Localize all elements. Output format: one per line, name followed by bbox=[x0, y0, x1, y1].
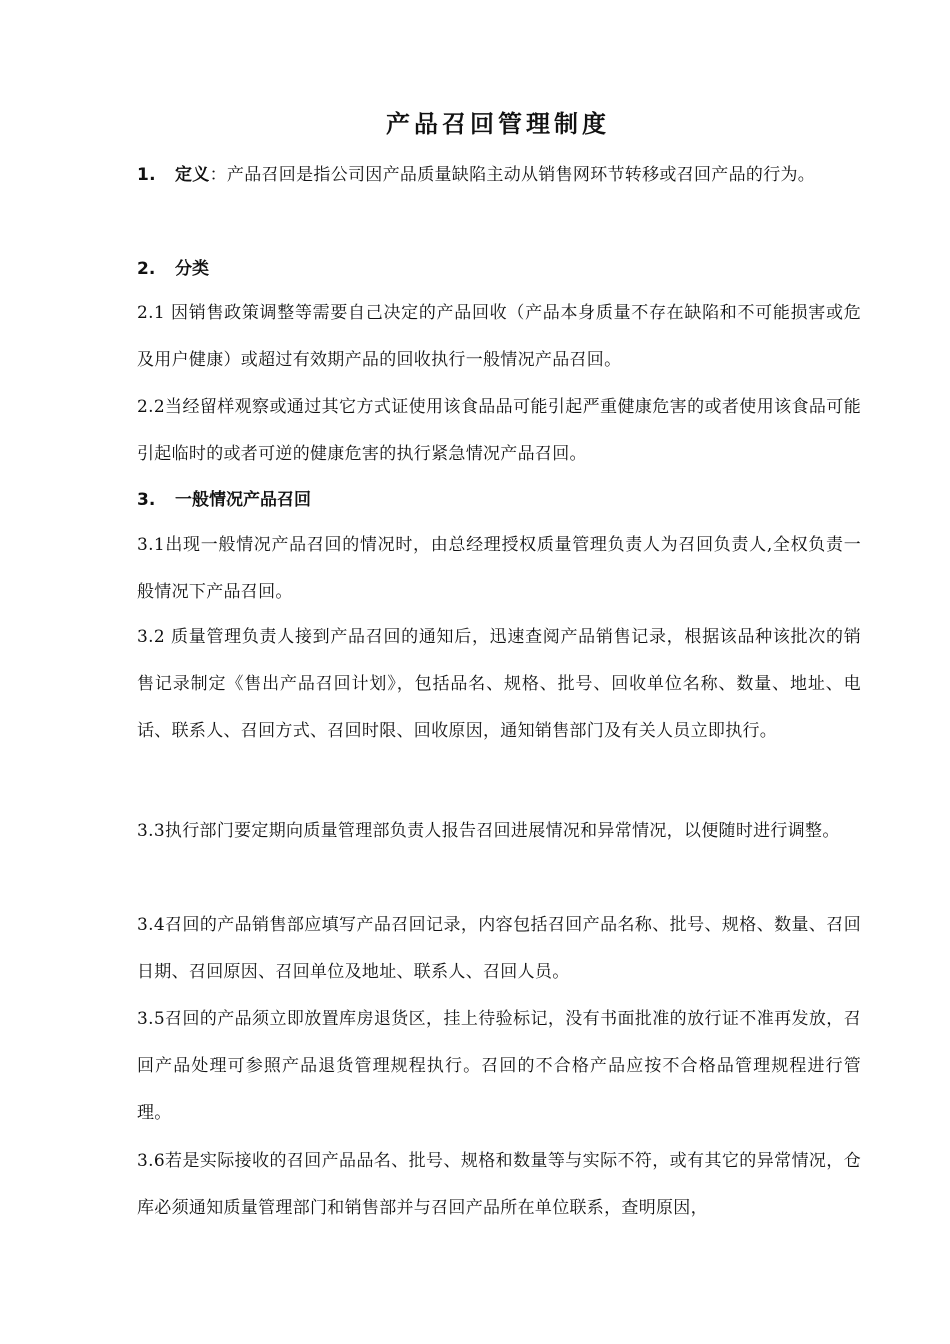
section-1-text: ：产品召回是指公司因产品质量缺陷主动从销售网环节转移或召回产品的行为。 bbox=[209, 165, 816, 185]
paragraph-3-5: 3.5召回的产品须立即放置库房退货区，挂上待验标记，没有书面批准的放行证不准再发放，召回产品处理可参照产品退货管理规程执行。召回的不合格产品应按不合格品管理规程进行管理。 bbox=[137, 1009, 861, 1123]
section-1-number: 1. bbox=[137, 165, 156, 185]
paragraph-3-2: 3.2 质量管理负责人接到产品召回的通知后，迅速查阅产品销售记录，根据该品种该批次的销售记录制定《售出产品召回计划》，包括品名、规格、批号、回收单位名称、数量、地址、电话、联系人、召回方式、召回时限、回收原因，通知销售部门及有关人员立即执行。 bbox=[137, 627, 861, 741]
paragraph-2-1: 2.1 因销售政策调整等需要自己决定的产品回收（产品本身质量不存在缺陷和不可能损害或危及用户健康）或超过有效期产品的回收执行一般情况产品召回。 bbox=[137, 303, 861, 370]
section-3-heading bbox=[137, 477, 311, 524]
section-2-title: 分类 bbox=[175, 259, 209, 279]
section-2-number: 2. bbox=[137, 259, 156, 279]
section-1-label: 定义 bbox=[175, 165, 210, 185]
document-title: 产品召回管理制度 bbox=[386, 110, 610, 138]
section-3-number: 3. bbox=[137, 490, 156, 510]
section-2-heading bbox=[137, 246, 209, 293]
paragraph-3-1: 3.1出现一般情况产品召回的情况时，由总经理授权质量管理负责人为召回负责人,全权负责一般情况下产品召回。 bbox=[137, 535, 861, 602]
paragraph-3-3: 3.3执行部门要定期向质量管理部负责人报告召回进展情况和异常情况，以便随时进行调整。 bbox=[137, 821, 840, 841]
section-3-title: 一般情况产品召回 bbox=[175, 490, 311, 510]
section-1-definition bbox=[137, 152, 861, 199]
paragraph-2-2: 2.2当经留样观察或通过其它方式证使用该食品品可能引起严重健康危害的或者使用该食品可能引起临时的或者可逆的健康危害的执行紧急情况产品召回。 bbox=[137, 397, 861, 464]
paragraph-3-6: 3.6若是实际接收的召回产品品名、批号、规格和数量等与实际不符，或有其它的异常情况，仓库必须通知质量管理部门和销售部并与召回产品所在单位联系，查明原因， bbox=[137, 1151, 861, 1218]
paragraph-3-4: 3.4召回的产品销售部应填写产品召回记录，内容包括召回产品名称、批号、规格、数量、召回日期、召回原因、召回单位及地址、联系人、召回人员。 bbox=[137, 915, 861, 982]
